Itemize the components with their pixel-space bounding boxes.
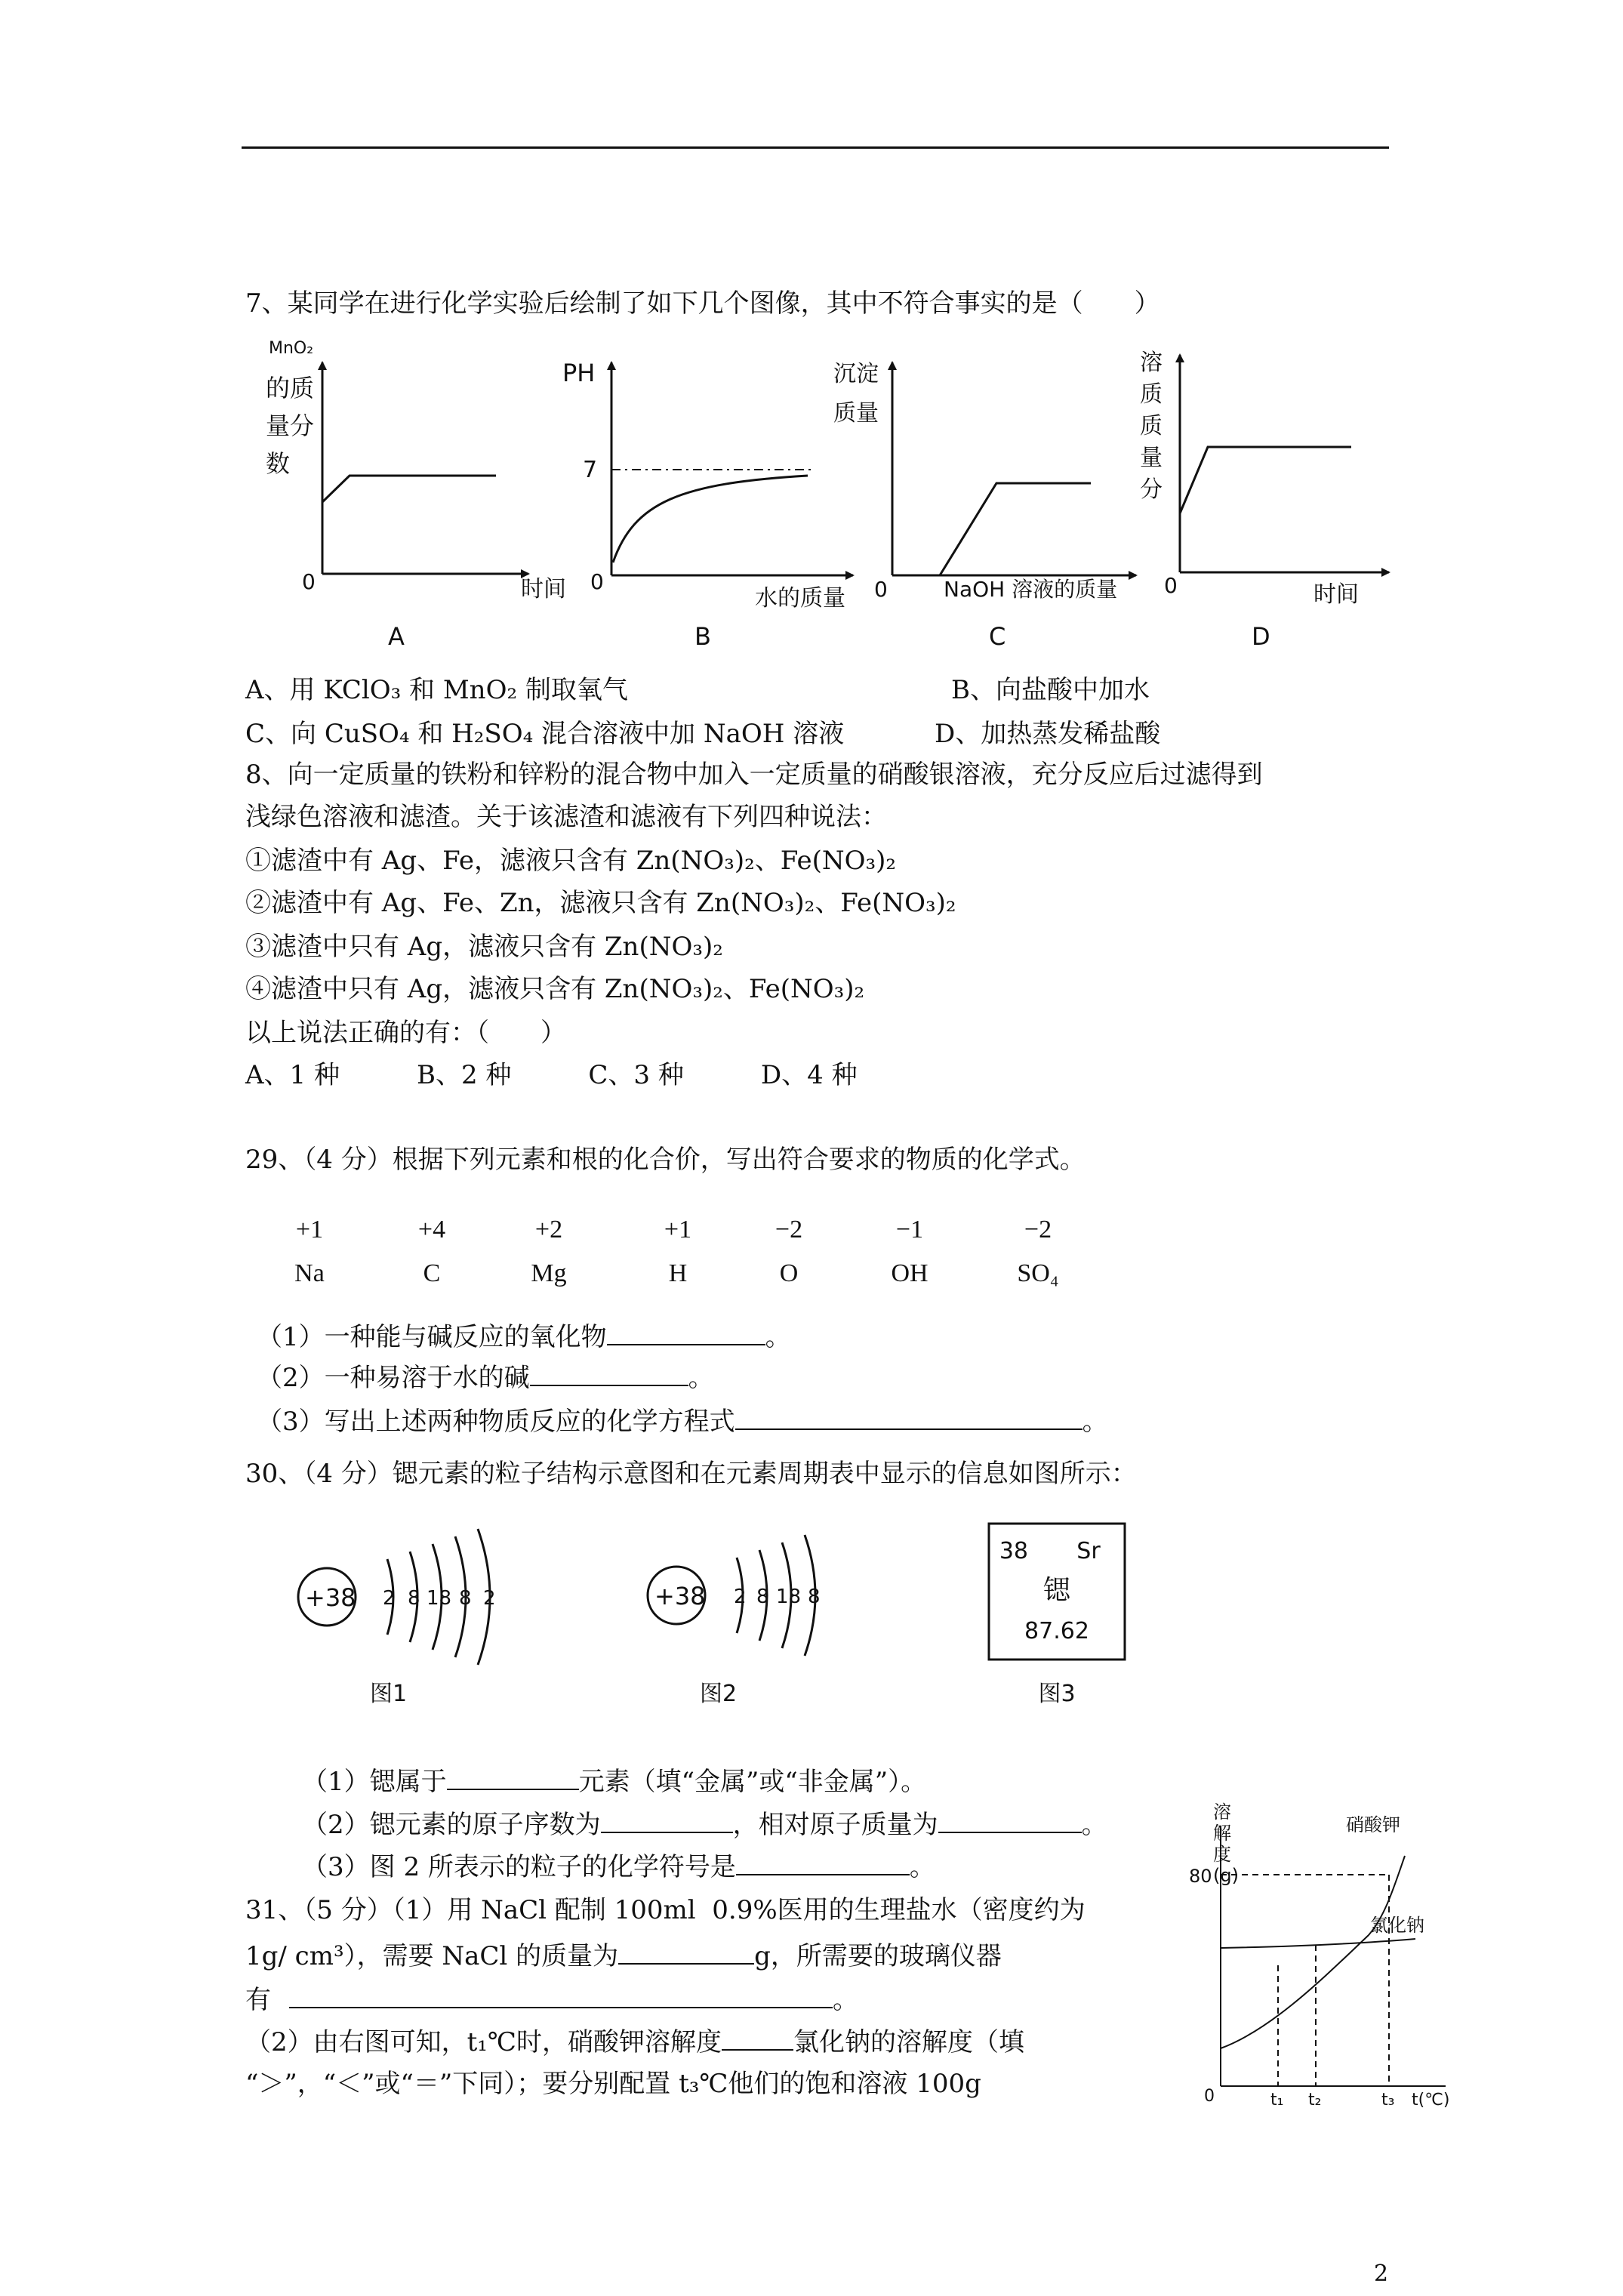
graph-a [266,339,566,651]
graph-b-tick-7: 7 [583,457,598,483]
q8-choices: A、1 种 B、2 种 C、3 种 D、4 种 [245,1060,858,1090]
fig1-caption: 图1 [370,1681,408,1707]
graph-a-letter: A [388,622,405,651]
fig2-shell-2: 8 [756,1586,769,1608]
q29-part-3 [257,1403,1108,1438]
q7-graphs [242,332,1464,664]
q29-part-1-text: （1）一种能与碱反应的氧化物 [257,1322,607,1352]
solubility-x-tick-t1: t₁ [1270,2091,1284,2110]
graph-d-ylabel-2: 质 [1140,413,1163,439]
symbol-so4: SO₄ [1017,1259,1059,1287]
graph-d [1140,350,1389,651]
fig2-caption: 图2 [700,1681,738,1707]
q30-part-1-text: （1）锶属于 [302,1767,447,1797]
q29-stem: 29、（4 分）根据下列元素和根的化合价，写出符合要求的物质的化学式。 [245,1145,1086,1175]
solubility-ylabel-2: 度 [1213,1844,1231,1865]
graph-c-origin: 0 [874,577,888,602]
graph-b-origin: 0 [590,569,604,594]
graph-d-ylabel-1: 质 [1140,381,1163,408]
symbol-c: C [423,1259,441,1287]
q29-part-2-text: （2）一种易溶于水的碱 [257,1363,530,1393]
fig3-symbol: Sr [1076,1538,1101,1564]
q30-stem: 30、（4 分）锶元素的粒子结构示意图和在元素周期表中显示的信息如图所示： [245,1459,1137,1489]
symbol-mg: Mg [531,1259,567,1287]
graph-c-letter: C [989,622,1006,651]
symbol-o: O [779,1259,799,1287]
symbol-na: Na [294,1259,325,1287]
solubility-origin: 0 [1204,2087,1215,2106]
q30-part-1-blank[interactable] [447,1763,579,1790]
graph-d-curve [1180,447,1351,513]
graph-c-ylabel-1: 质量 [833,400,879,427]
nacl-curve [1221,1939,1415,1948]
fig2-shell-1: 2 [734,1586,747,1608]
q30-part-2-end: 。 [1081,1810,1107,1840]
valence-o: −2 [775,1216,803,1244]
graph-c-ylabel-0: 沉淀 [833,361,879,387]
q31-instruments-blank[interactable] [289,1981,833,2008]
solubility-x-tick-t2: t₂ [1308,2091,1322,2110]
q31-line-4-tail: 氯化钠的溶解度（填 [793,2027,1024,2057]
q31-part-1-blank[interactable] [618,1937,754,1965]
q31-line-3 [245,1981,858,2017]
solubility-x-tick-t3: t₃ [1381,2091,1395,2110]
q31-line-4 [245,2023,1024,2059]
graph-b [562,359,853,651]
periodic-table-cell [989,1524,1125,1707]
q30-part-3 [302,1848,935,1884]
q31-line-1: 31、（5 分）（1）用 NaCl 配制 100ml 0.9%医用的生理盐水（密度约为 [245,1895,1086,1925]
q7-option-c: C、向 CuSO₄ 和 H₂SO₄ 混合溶液中加 NaOH 溶液 [245,719,845,749]
q29-part-3-blank[interactable] [735,1403,1083,1430]
graph-c [833,361,1136,651]
q30-part-2-blank-a[interactable] [601,1806,733,1833]
graph-d-origin: 0 [1164,573,1178,598]
graph-d-letter: D [1252,622,1270,651]
q30-part-1-tail: 元素（填“金属”或“非金属”）。 [578,1767,927,1797]
graph-d-ylabel-3: 量 [1140,445,1163,471]
graph-d-ylabel-0: 溶 [1140,350,1163,376]
graph-c-curve [940,483,1091,575]
graph-d-xlabel: 时间 [1313,581,1359,608]
q30-part-3-end: 。 [909,1852,935,1882]
q7-option-b: B、向盐酸中加水 [951,675,1150,705]
fig1-shell-5: 2 [483,1587,496,1610]
graph-b-xlabel: 水的质量 [755,585,845,612]
fig3-atomic-mass: 87.62 [1024,1618,1089,1644]
q29-part-1-blank[interactable] [607,1318,765,1345]
graph-a-ylabel-2: 量分 [266,411,315,440]
solubility-ylabel-0: 溶 [1213,1801,1231,1823]
q29-part-3-text: （3）写出上述两种物质反应的化学方程式 [257,1407,735,1437]
fig1-shell-4: 8 [459,1587,472,1610]
graph-a-origin: 0 [302,569,316,594]
q8-stem-line2: 浅绿色溶液和滤渣。关于该滤渣和滤液有下列四种说法： [245,802,887,832]
q31-line-5: “＞”，“＜”或“＝”下同）；要分别配置 t₃℃他们的饱和溶液 100g [245,2069,981,2099]
q31-line-2-text: 1g/ cm³），需要 NaCl 的质量为 [245,1941,619,1971]
q30-part-3-text: （3）图 2 所表示的粒子的化学符号是 [302,1852,736,1882]
solubility-chart [1166,1795,1468,2113]
q8-question: 以上说法正确的有：（ ） [245,1018,566,1048]
q31-line-2-tail: g，所需要的玻璃仪器 [754,1941,1002,1971]
q31-line-3-text: 有 [245,1985,271,2015]
symbol-h: H [668,1259,688,1287]
q30-part-3-blank[interactable] [736,1848,910,1875]
fig3-atomic-number: 38 [999,1538,1028,1564]
q8-stem-line1: 8、向一定质量的铁粉和锌粉的混合物中加入一定质量的硝酸银溶液，充分反应后过滤得到 [245,760,1263,790]
graph-a-ylabel-1: 的质 [266,374,315,402]
fig1-shell-3: 18 [427,1587,452,1610]
graph-b-curve [613,476,808,562]
q31-line-4-text: （2）由右图可知，t₁℃时，硝酸钾溶解度 [245,2027,722,2057]
q29-part-1 [257,1318,791,1354]
graph-d-ylabel-4: 分 [1140,476,1163,503]
valence-mg: +2 [534,1216,563,1244]
q31-line-3-end: 。 [833,1985,858,2015]
solubility-xlabel: t(℃) [1412,2091,1450,2110]
q8-statement-3: ③滤渣中只有 Ag，滤液只含有 Zn(NO₃)₂ [245,932,723,962]
fig2-shell-3: 18 [776,1586,802,1608]
graph-a-xlabel: 时间 [521,576,566,603]
kno3-label: 硝酸钾 [1346,1814,1400,1835]
solubility-ylabel-1: 解 [1213,1823,1231,1844]
q30-part-2-mid: ，相对原子质量为 [732,1810,938,1840]
q29-part-2-end: 。 [688,1363,714,1393]
valence-na: +1 [295,1216,324,1244]
q8-statement-4: ④滤渣中只有 Ag，滤液只含有 Zn(NO₃)₂、Fe(NO₃)₂ [245,974,865,1004]
graph-b-ylabel: PH [562,359,596,387]
graph-b-letter: B [694,622,711,651]
q29-part-2-blank[interactable] [530,1359,688,1386]
q8-statement-1: ①滤渣中有 Ag、Fe，滤液只含有 Zn(NO₃)₂、Fe(NO₃)₂ [245,846,896,876]
strontium-atom-diagram [298,1529,496,1707]
fig3-caption: 图3 [1038,1681,1076,1707]
fig1-nucleus-charge: +38 [305,1583,356,1612]
q29-part-1-end: 。 [765,1322,791,1352]
fig1-shell-2: 8 [408,1587,420,1610]
header-rule [242,146,1389,149]
q30-part-2-text: （2）锶元素的原子序数为 [302,1810,601,1840]
q29-part-3-end: 。 [1082,1407,1108,1437]
q7-option-a: A、用 KClO₃ 和 MnO₂ 制取氧气 [245,675,628,705]
graph-a-ylabel-3: 数 [266,449,291,478]
graph-a-ylabel-0: MnO₂ [269,339,314,358]
q29-part-2 [257,1359,714,1395]
graph-a-curve [322,476,496,502]
solubility-ylabel-3: (g) [1213,1865,1239,1886]
fig1-shell-1: 2 [383,1587,396,1610]
valence-c: +4 [417,1216,446,1244]
page-number: 2 [1374,2261,1389,2287]
fig2-nucleus-charge: +38 [654,1582,706,1610]
q7-option-d: D、加热蒸发稀盐酸 [935,719,1161,749]
q31-compare-blank[interactable] [722,2023,793,2051]
kno3-curve [1221,1856,1405,2048]
nacl-label: 氯化钠 [1370,1915,1424,1936]
strontium-ion-diagram [648,1535,821,1707]
q30-part-2 [302,1806,1107,1841]
valence-oh: −1 [895,1216,924,1244]
symbol-oh: OH [891,1259,929,1287]
q30-part-2-blank-b[interactable] [938,1806,1082,1833]
fig2-shell-4: 8 [808,1586,821,1608]
q30-part-1 [302,1763,926,1798]
q31-line-2 [245,1937,1002,1973]
valence-h: +1 [664,1216,692,1244]
q8-statement-2: ②滤渣中有 Ag、Fe、Zn，滤液只含有 Zn(NO₃)₂、Fe(NO₃)₂ [245,888,956,918]
q7-stem: 7、某同学在进行化学实验后绘制了如下几个图像，其中不符合事实的是（ ） [245,288,1160,319]
fig3-name: 锶 [1042,1575,1071,1606]
q30-figures [287,1510,1163,1714]
graph-c-xlabel: NaOH 溶液的质量 [944,577,1118,602]
solubility-y-tick-80: 80 [1189,1866,1212,1887]
valence-so4: −2 [1024,1216,1052,1244]
